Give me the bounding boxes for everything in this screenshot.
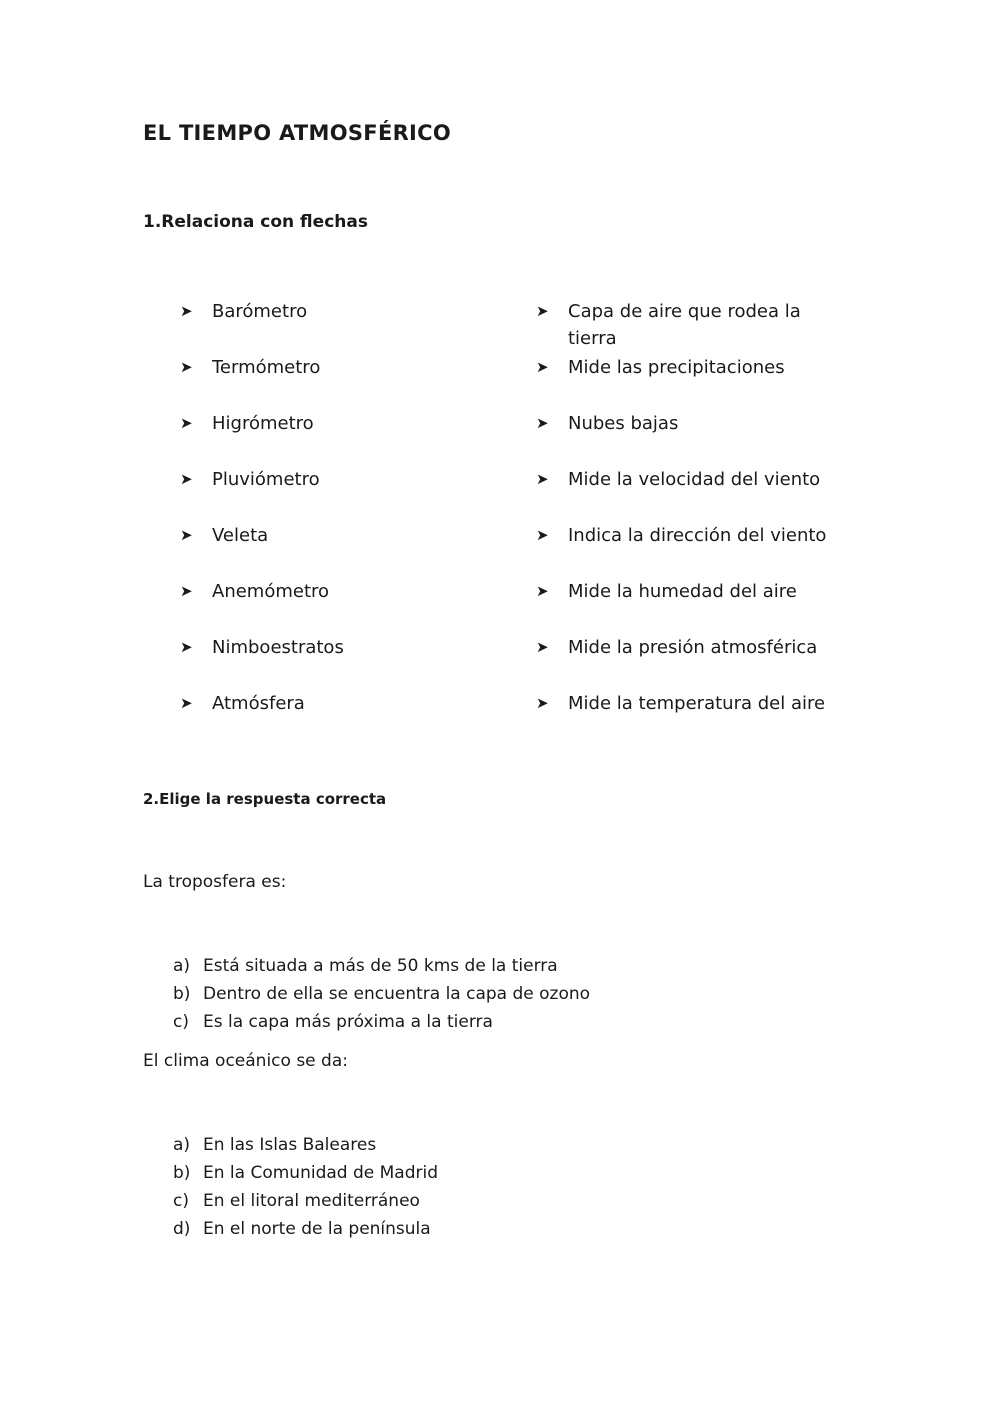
- arrow-bullet-icon: ➤: [180, 582, 193, 600]
- arrow-bullet-icon: ➤: [536, 414, 549, 432]
- arrow-bullet-icon: ➤: [180, 638, 193, 656]
- answer-option[interactable]: [173, 1009, 590, 1037]
- matching-right-item: ➤ Mide la presión atmosférica: [536, 634, 848, 661]
- arrow-bullet-icon: ➤: [536, 302, 549, 320]
- arrow-bullet-icon: ➤: [180, 358, 193, 376]
- answer-option[interactable]: [173, 1188, 438, 1216]
- option-text: Está situada a más de 50 kms de la tierra: [203, 956, 558, 976]
- matching-left-item: ➤ Atmósfera: [180, 690, 492, 717]
- matching-right-item: ➤ Mide la temperatura del aire: [536, 690, 848, 717]
- answer-options: [173, 953, 590, 1037]
- option-letter: a): [173, 956, 191, 976]
- answer-option[interactable]: [173, 1132, 438, 1160]
- arrow-bullet-icon: ➤: [536, 470, 549, 488]
- option-text: En la Comunidad de Madrid: [203, 1163, 439, 1183]
- option-text: En las Islas Baleares: [203, 1135, 377, 1155]
- option-letter: b): [173, 984, 191, 1004]
- section-heading-multiple-choice: 2.Elige la respuesta correcta: [143, 790, 387, 808]
- arrow-bullet-icon: ➤: [536, 526, 549, 544]
- matching-right-item: ➤ Capa de aire que rodea la tierra: [536, 298, 848, 352]
- matching-right-item: ➤ Mide la velocidad del viento: [536, 466, 848, 493]
- answer-option[interactable]: [173, 981, 590, 1009]
- option-letter: d): [173, 1219, 191, 1239]
- option-text: En el norte de la península: [203, 1219, 431, 1239]
- arrow-bullet-icon: ➤: [536, 358, 549, 376]
- question-prompt: La troposfera es:: [143, 872, 287, 892]
- option-letter: b): [173, 1163, 191, 1183]
- option-text: Es la capa más próxima a la tierra: [203, 1012, 493, 1032]
- option-text: Dentro de ella se encuentra la capa de ozono: [203, 984, 591, 1004]
- matching-right-item: ➤ Mide las precipitaciones: [536, 354, 848, 381]
- option-letter: c): [173, 1191, 189, 1211]
- matching-left-item: ➤ Barómetro: [180, 298, 492, 325]
- arrow-bullet-icon: ➤: [180, 470, 193, 488]
- answer-option[interactable]: [173, 1216, 438, 1244]
- page-title: EL TIEMPO ATMOSFÉRICO: [143, 121, 452, 145]
- matching-left-item: ➤ Termómetro: [180, 354, 492, 381]
- matching-left-item: ➤ Nimboestratos: [180, 634, 492, 661]
- arrow-bullet-icon: ➤: [536, 638, 549, 656]
- answer-option[interactable]: [173, 953, 590, 981]
- option-text: En el litoral mediterráneo: [203, 1191, 420, 1211]
- arrow-bullet-icon: ➤: [536, 582, 549, 600]
- arrow-bullet-icon: ➤: [180, 302, 193, 320]
- matching-left-item: ➤ Veleta: [180, 522, 492, 549]
- arrow-bullet-icon: ➤: [180, 694, 193, 712]
- matching-left-item: ➤ Anemómetro: [180, 578, 492, 605]
- question-prompt: El clima oceánico se da:: [143, 1051, 348, 1071]
- section-heading-matching: 1.Relaciona con flechas: [143, 212, 368, 232]
- option-letter: a): [173, 1135, 191, 1155]
- option-letter: c): [173, 1012, 189, 1032]
- matching-right-item: ➤ Mide la humedad del aire: [536, 578, 848, 605]
- arrow-bullet-icon: ➤: [180, 526, 193, 544]
- answer-option[interactable]: [173, 1160, 438, 1188]
- answer-options: [173, 1132, 438, 1244]
- arrow-bullet-icon: ➤: [536, 694, 549, 712]
- matching-right-item: ➤ Nubes bajas: [536, 410, 848, 437]
- matching-right-item: ➤ Indica la dirección del viento: [536, 522, 848, 549]
- matching-left-item: ➤ Higrómetro: [180, 410, 492, 437]
- arrow-bullet-icon: ➤: [180, 414, 193, 432]
- matching-left-item: ➤ Pluviómetro: [180, 466, 492, 493]
